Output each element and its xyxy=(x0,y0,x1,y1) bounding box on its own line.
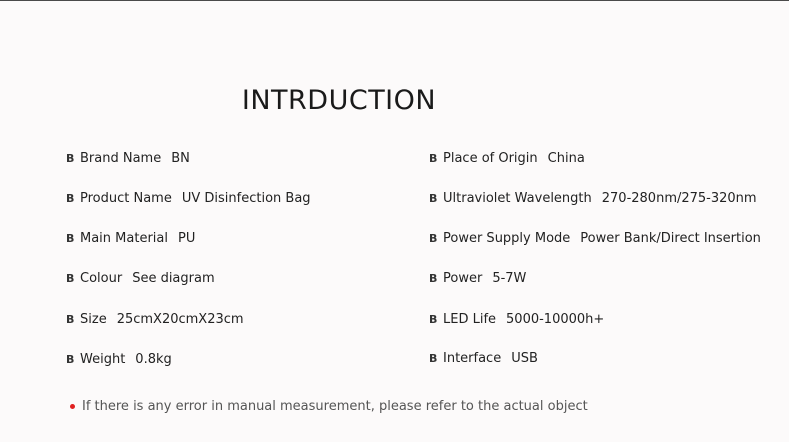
spec-label: Place of Origin xyxy=(443,151,538,166)
spec-colour xyxy=(66,271,215,286)
spec-size xyxy=(66,312,244,327)
bullet-marker: B xyxy=(66,313,75,326)
bullet-marker: B xyxy=(66,192,75,205)
bullet-marker: B xyxy=(429,313,438,326)
spec-label: Product Name xyxy=(80,191,172,206)
spec-value: BN xyxy=(171,151,190,166)
spec-label: Power xyxy=(443,271,483,286)
spec-value: 5-7W xyxy=(492,271,527,286)
spec-main-material xyxy=(66,231,195,246)
spec-interface xyxy=(429,351,538,366)
bullet-marker: B xyxy=(66,272,75,285)
page-title: INTRDUCTION xyxy=(241,85,437,116)
spec-label: Brand Name xyxy=(80,151,162,166)
spec-value: See diagram xyxy=(132,271,215,286)
red-dot-icon xyxy=(70,404,75,409)
spec-label: Colour xyxy=(80,271,123,286)
bullet-marker: B xyxy=(66,232,75,245)
spec-power-supply-mode xyxy=(429,231,761,246)
spec-led-life xyxy=(429,312,604,327)
bullet-marker: B xyxy=(429,152,438,165)
spec-value: 0.8kg xyxy=(135,352,172,367)
spec-value: USB xyxy=(511,351,538,366)
spec-label: Power Supply Mode xyxy=(443,231,571,246)
spec-weight xyxy=(66,352,172,367)
bullet-marker: B xyxy=(429,232,438,245)
spec-label: Weight xyxy=(80,352,126,367)
measurement-note xyxy=(70,399,588,414)
spec-uv-wavelength xyxy=(429,191,757,206)
spec-label: Main Material xyxy=(80,231,168,246)
spec-label: Ultraviolet Wavelength xyxy=(443,191,592,206)
spec-value: China xyxy=(547,151,585,166)
spec-value: 5000-10000h+ xyxy=(506,312,605,327)
spec-value: Power Bank/Direct Insertion xyxy=(580,231,761,246)
spec-brand-name xyxy=(66,151,190,166)
spec-label: Interface xyxy=(443,351,502,366)
bullet-marker: B xyxy=(66,152,75,165)
spec-place-of-origin xyxy=(429,151,585,166)
spec-value: 270-280nm/275-320nm xyxy=(601,191,757,206)
spec-label: Size xyxy=(80,312,107,327)
spec-value: 25cmX20cmX23cm xyxy=(116,312,244,327)
spec-power xyxy=(429,271,526,286)
bullet-marker: B xyxy=(66,353,75,366)
spec-product-name xyxy=(66,191,311,206)
spec-value: PU xyxy=(177,231,196,246)
bullet-marker: B xyxy=(429,192,438,205)
bullet-marker: B xyxy=(429,272,438,285)
note-text: If there is any error in manual measurement, please refer to the actual object xyxy=(82,399,588,414)
spec-value: UV Disinfection Bag xyxy=(181,191,311,206)
bullet-marker: B xyxy=(429,352,438,365)
spec-label: LED Life xyxy=(443,312,497,327)
